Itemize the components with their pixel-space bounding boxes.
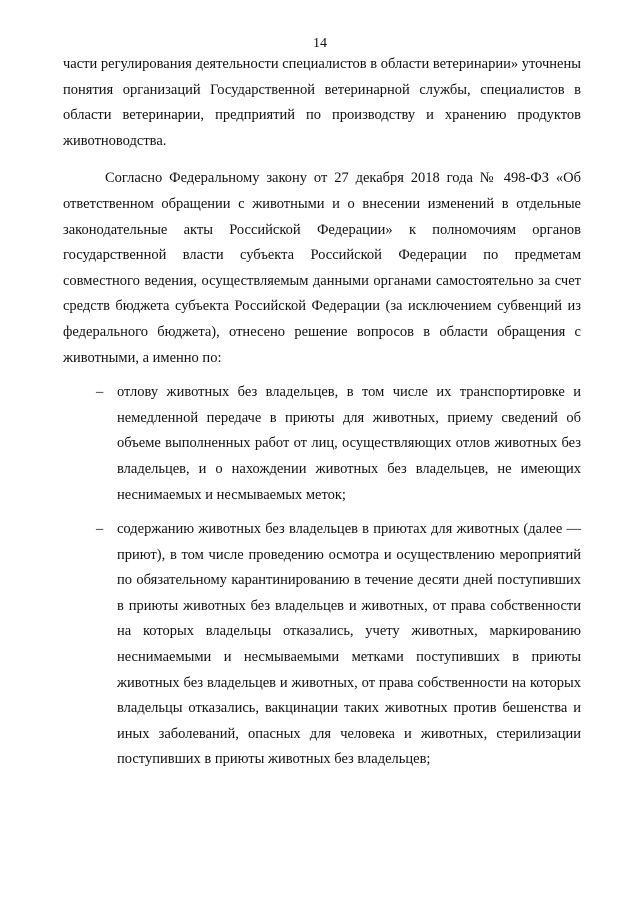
paragraph-law-reference: Согласно Федеральному закону от 27 декабря 2018 года № 498-ФЗ «Об ответственном обращении с животными и о внесении изменений в отдельные законодательные акты Российской Федерации» к полномочиям органов государственной власти субъекта Российской Федерации по предметам совместного ведения, осуществляемым данными органами самостоятельно за счет средств бюджета субъекта Российской Федерации (за исключением субвенций из федерального бюджета), отнесено решение вопросов в области обращения с животными, а именно по: bbox=[63, 170, 581, 366]
powers-list bbox=[63, 380, 581, 773]
list-item bbox=[63, 517, 581, 773]
list-item-text: содержанию животных без владельцев в приютах для животных (далее — приют), в том числе проведению осмотра и осуществлению мероприятий по обязательному карантинированию в течение десяти дней поступивших в приюты животных без владельцев и животных, от права собственности на которых владельцы отказались, учету животных, маркированию неснимаемыми и несмываемыми метками поступивших в приюты животных без владельцев и животных, от права собственности на которых владельцы отказались, вакцинации таких животных против бешенства и иных заболеваний, опасных для человека и животных, стерилизации поступивших в приюты животных без владельцев; bbox=[117, 521, 581, 768]
dash-bullet-icon: – bbox=[96, 384, 104, 401]
document-body bbox=[63, 52, 581, 773]
list-item-text: отлову животных без владельцев, в том числе их транспортировке и немедленной передаче в приюты для животных, приему сведений об объеме выполненных работ от лиц, осуществляющих отлов животных без владельцев, и о нахождении животных без владельцев, не имеющих неснимаемых и несмываемых меток; bbox=[117, 384, 581, 503]
dash-bullet-icon: – bbox=[96, 521, 104, 538]
page-number: 14 bbox=[313, 36, 327, 51]
paragraph-continuation: части регулирования деятельности специалистов в области ветеринарии» уточнены понятия организаций Государственной ветеринарной службы, специалистов в области ветеринарии, предприятий по производству и хранению продуктов животноводства. bbox=[63, 56, 581, 149]
list-item bbox=[63, 380, 581, 508]
